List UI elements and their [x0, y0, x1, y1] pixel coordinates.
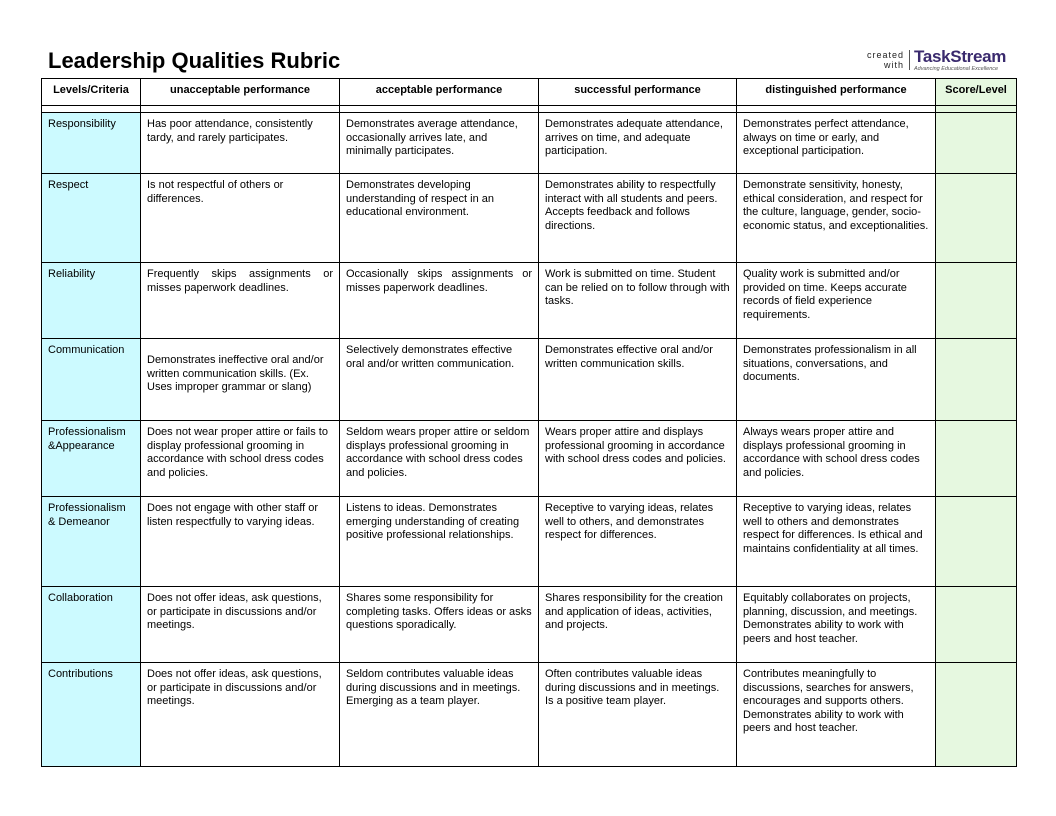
distinguished-cell: Equitably collaborates on projects, planning, discussion, and meetings. Demonstrates ability to work with peers and host teacher. [737, 587, 936, 663]
table-row [42, 587, 1017, 663]
distinguished-cell: Contributes meaningfully to discussions, searches for answers, encourages and supports others. Demonstrates ability to work with peers and host teacher. [737, 663, 936, 767]
header-acceptable: acceptable performance [340, 79, 539, 106]
acceptable-cell: Seldom contributes valuable ideas during discussions and in meetings. Emerging as a team player. [340, 663, 539, 767]
acceptable-cell: Seldom wears proper attire or seldom displays professional grooming in accordance with school dress codes and policies. [340, 421, 539, 497]
successful-cell: Receptive to varying ideas, relates well to others, and demonstrates respect for differences. [539, 497, 737, 587]
logo-brand: TaskStream [914, 47, 1007, 66]
spacer-row [42, 106, 1017, 113]
criteria-cell: Communication [42, 339, 141, 421]
unacceptable-cell: Does not wear proper attire or fails to display professional grooming in accordance with school dress codes and policies. [141, 421, 340, 497]
unacceptable-cell: Does not offer ideas, ask questions, or participate in discussions and/or meetings. [141, 663, 340, 767]
criteria-cell: Professionalism &Appearance [42, 421, 141, 497]
table-row [42, 174, 1017, 263]
acceptable-cell: Selectively demonstrates effective oral and/or written communication. [340, 339, 539, 421]
distinguished-cell: Demonstrates professionalism in all situations, conversations, and documents. [737, 339, 936, 421]
table-row [42, 497, 1017, 587]
unacceptable-cell: Frequently skips assignments or misses paperwork deadlines. [141, 263, 340, 339]
successful-cell: Demonstrates adequate attendance, arrives on time, and adequate participation. [539, 113, 737, 174]
header-criteria: Levels/Criteria [42, 79, 141, 106]
criteria-cell: Reliability [42, 263, 141, 339]
score-cell[interactable] [936, 663, 1017, 767]
logo-tagline: Advancing Educational Excellence [914, 66, 999, 72]
criteria-cell: Contributions [42, 663, 141, 767]
header-unacceptable: unacceptable performance [141, 79, 340, 106]
successful-cell: Shares responsibility for the creation and application of ideas, activities, and projects. [539, 587, 737, 663]
acceptable-cell: Demonstrates developing understanding of respect in an educational environment. [340, 174, 539, 263]
score-cell[interactable] [936, 497, 1017, 587]
table-row [42, 339, 1017, 421]
unacceptable-cell: Is not respectful of others or differences. [141, 174, 340, 263]
acceptable-cell: Demonstrates average attendance, occasionally arrives late, and minimally participates. [340, 113, 539, 174]
table-row [42, 663, 1017, 767]
acceptable-cell: Occasionally skips assignments or misses paperwork deadlines. [340, 263, 539, 339]
successful-cell: Work is submitted on time. Student can be relied on to follow through with tasks. [539, 263, 737, 339]
unacceptable-cell: Demonstrates ineffective oral and/or written communication skills. (Ex. Uses improper grammar or slang) [141, 339, 340, 421]
score-cell[interactable] [936, 339, 1017, 421]
unacceptable-cell: Has poor attendance, consistently tardy, and rarely participates. [141, 113, 340, 174]
table-row [42, 421, 1017, 497]
successful-cell: Wears proper attire and displays professional grooming in accordance with school dress codes and policies. [539, 421, 737, 497]
successful-cell: Demonstrates ability to respectfully interact with all students and peers. Accepts feedback and follows directions. [539, 174, 737, 263]
criteria-cell: Collaboration [42, 587, 141, 663]
header-distinguished: distinguished performance [737, 79, 936, 106]
score-cell[interactable] [936, 174, 1017, 263]
header-row [42, 79, 1017, 106]
successful-cell: Demonstrates effective oral and/or written communication skills. [539, 339, 737, 421]
distinguished-cell: Quality work is submitted and/or provided on time. Keeps accurate records of field experience requirements. [737, 263, 936, 339]
criteria-cell: Responsibility [42, 113, 141, 174]
header-score: Score/Level [936, 79, 1017, 106]
header-successful: successful performance [539, 79, 737, 106]
logo-created-with: created with [866, 50, 904, 70]
score-cell[interactable] [936, 587, 1017, 663]
score-cell[interactable] [936, 113, 1017, 174]
table-row [42, 263, 1017, 339]
distinguished-cell: Receptive to varying ideas, relates well to others and demonstrates respect for differences. Is ethical and maintains confidentiality at all times. [737, 497, 936, 587]
distinguished-cell: Demonstrate sensitivity, honesty, ethical consideration, and respect for the culture, language, gender, socio-economic status, and exceptionalities. [737, 174, 936, 263]
table-row [42, 113, 1017, 174]
criteria-cell: Respect [42, 174, 141, 263]
score-cell[interactable] [936, 263, 1017, 339]
taskstream-logo [866, 48, 1016, 74]
rubric-table [41, 78, 1017, 767]
distinguished-cell: Always wears proper attire and displays professional grooming in accordance with school dress codes and policies. [737, 421, 936, 497]
distinguished-cell: Demonstrates perfect attendance, always on time or early, and exceptional participation. [737, 113, 936, 174]
score-cell[interactable] [936, 421, 1017, 497]
acceptable-cell: Listens to ideas. Demonstrates emerging understanding of creating positive professional relationships. [340, 497, 539, 587]
acceptable-cell: Shares some responsibility for completing tasks. Offers ideas or asks questions sporadically. [340, 587, 539, 663]
unacceptable-cell: Does not engage with other staff or listen respectfully to varying ideas. [141, 497, 340, 587]
logo-divider [909, 50, 910, 70]
successful-cell: Often contributes valuable ideas during discussions and in meetings. Is a positive team player. [539, 663, 737, 767]
unacceptable-cell: Does not offer ideas, ask questions, or participate in discussions and/or meetings. [141, 587, 340, 663]
criteria-cell: Professionalism & Demeanor [42, 497, 141, 587]
page-title: Leadership Qualities Rubric [48, 48, 341, 73]
